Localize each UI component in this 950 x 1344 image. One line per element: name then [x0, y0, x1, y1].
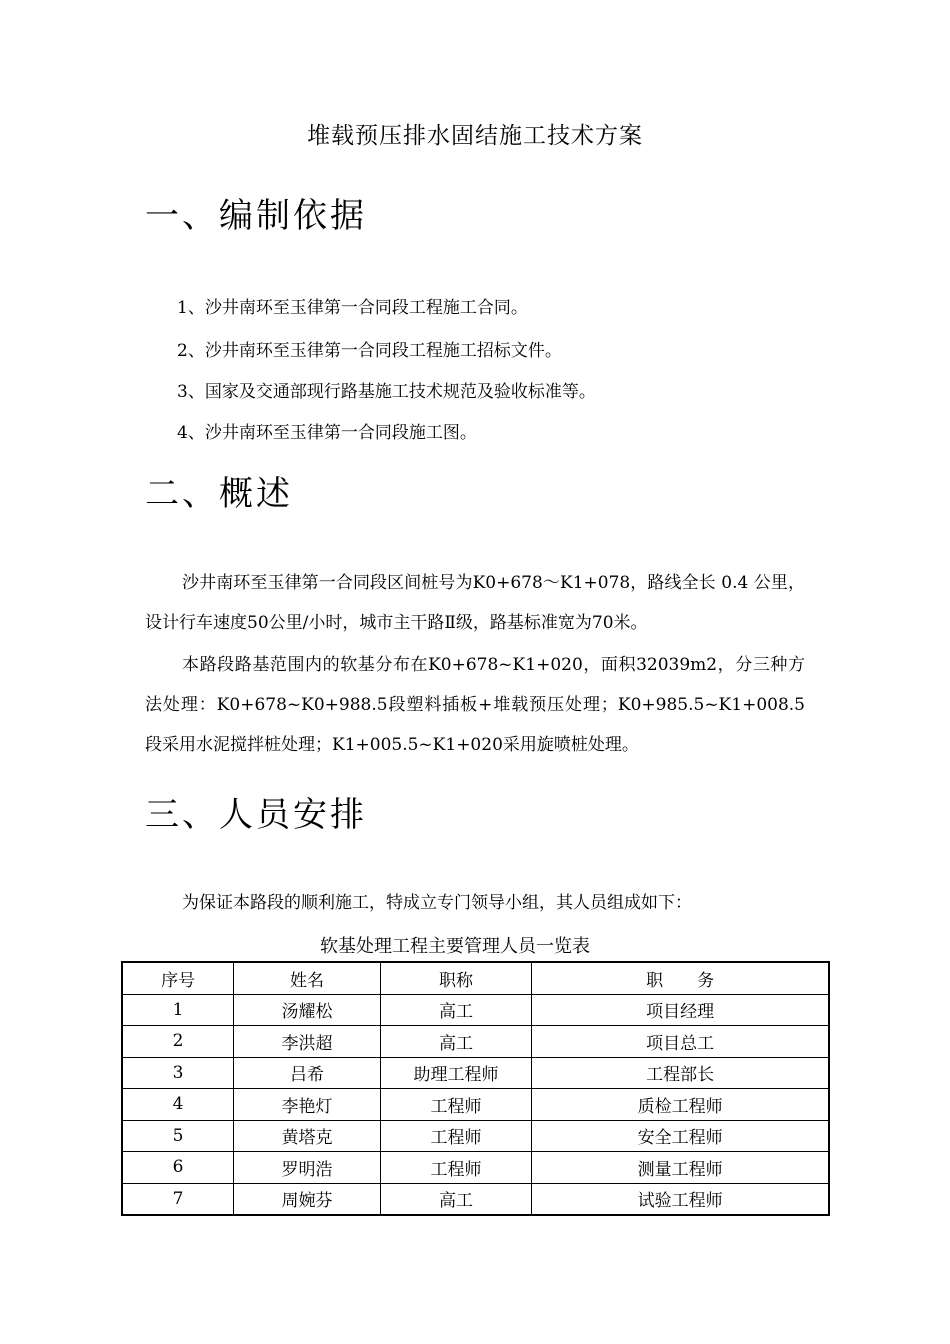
- basis-item-2: 2、沙井南环至玉律第一合同段工程施工招标文件。: [177, 341, 562, 361]
- section-2-heading: 二、概述: [145, 474, 293, 514]
- document-title: 堆载预压排水固结施工技术方案: [307, 123, 643, 149]
- staff-table: [121, 961, 830, 1216]
- overview-paragraph-1: 沙井南环至玉律第一合同段区间桩号为K0+678～K1+078，路线全长 0.4 公里，设计行车速度50公里/小时，城市主干路Ⅱ级，路基标准宽为70米。: [145, 573, 805, 633]
- basis-item-4: 4、沙井南环至玉律第一合同段施工图。: [177, 423, 477, 443]
- cell-index: 1: [122, 994, 234, 1026]
- cell-title: 工程师: [380, 1089, 532, 1121]
- cell-name: 李艳灯: [234, 1089, 381, 1121]
- cell-index: 7: [122, 1183, 234, 1215]
- table-row: [122, 1183, 829, 1215]
- cell-name: 黄塔克: [234, 1120, 381, 1152]
- cell-name: 周婉芬: [234, 1183, 381, 1215]
- cell-title: 助理工程师: [380, 1057, 532, 1089]
- basis-item-1: 1、沙井南环至玉律第一合同段工程施工合同。: [177, 298, 528, 318]
- table-row: [122, 1120, 829, 1152]
- header-name: 姓名: [234, 962, 381, 994]
- header-title: 职称: [380, 962, 532, 994]
- cell-name: 吕希: [234, 1057, 381, 1089]
- cell-name: 汤耀松: [234, 994, 381, 1026]
- cell-index: 4: [122, 1089, 234, 1121]
- cell-position: 测量工程师: [532, 1152, 829, 1184]
- table-row: [122, 1089, 829, 1121]
- cell-position: 工程部长: [532, 1057, 829, 1089]
- cell-name: 李洪超: [234, 1026, 381, 1058]
- cell-name: 罗明浩: [234, 1152, 381, 1184]
- cell-title: 工程师: [380, 1120, 532, 1152]
- cell-title: 高工: [380, 1026, 532, 1058]
- table-caption: 软基处理工程主要管理人员一览表: [320, 936, 590, 957]
- cell-index: 5: [122, 1120, 234, 1152]
- table-row: [122, 1026, 829, 1058]
- cell-title: 高工: [380, 994, 532, 1026]
- header-position: 职 务: [532, 962, 829, 994]
- table-header-row: [122, 962, 829, 994]
- cell-position: 项目总工: [532, 1026, 829, 1058]
- cell-position: 试验工程师: [532, 1183, 829, 1215]
- table-row: [122, 1152, 829, 1184]
- cell-position: 项目经理: [532, 994, 829, 1026]
- cell-index: 6: [122, 1152, 234, 1184]
- header-index: 序号: [122, 962, 234, 994]
- staffing-intro: 为保证本路段的顺利施工，特成立专门领导小组，其人员组成如下：: [182, 893, 692, 913]
- basis-item-3: 3、国家及交通部现行路基施工技术规范及验收标准等。: [177, 382, 596, 402]
- table-row: [122, 1057, 829, 1089]
- cell-position: 安全工程师: [532, 1120, 829, 1152]
- section-3-heading: 三、人员安排: [145, 795, 367, 835]
- overview-paragraph-2: 本路段路基范围内的软基分布在K0+678~K1+020，面积32039m2，分三种方法处理：K0+678~K0+988.5段塑料插板+堆载预压处理；K0+985.5~K1+008.5段采用水泥搅拌桩处理；K1+005.5~K1+020采用旋喷桩处理。: [145, 655, 805, 755]
- cell-position: 质检工程师: [532, 1089, 829, 1121]
- cell-title: 工程师: [380, 1152, 532, 1184]
- cell-index: 2: [122, 1026, 234, 1058]
- section-1-heading: 一、编制依据: [145, 196, 367, 236]
- cell-index: 3: [122, 1057, 234, 1089]
- table-row: [122, 994, 829, 1026]
- cell-title: 高工: [380, 1183, 532, 1215]
